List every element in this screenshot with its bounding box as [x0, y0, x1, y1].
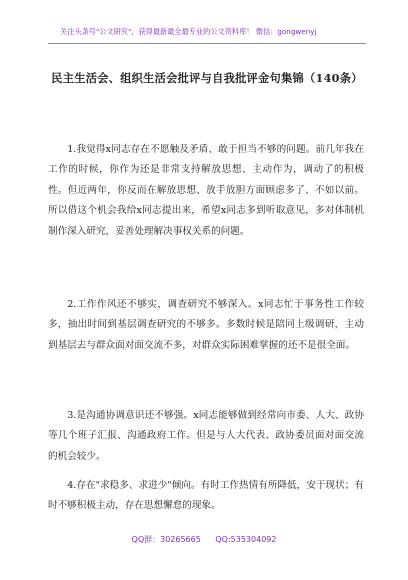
header-banner: 关注头条号"公文研究"，获得最新最全最专业的公文资料库！ 微信：gongwenyj — [60, 27, 317, 36]
page-footer — [0, 534, 408, 546]
paragraph-2: 2.工作作风还不够实，调查研究不够深入。x同志忙于事务性工作较多，抽出时间到基层调查研究的不够多。多数时候是陪同上级调研，主动到基层去与群众面对面交流不多，对群众实际困难掌握的还不是很全面。 — [48, 299, 364, 351]
footer-qq-group: QQ群：30265665 — [131, 535, 201, 544]
paragraph-3: 3.是沟通协调意识还不够强。x同志能够做到经常向市委、人大、政协等几个班子汇报、沟通政府工作。但是与人大代表、政协委员面对面交流的机会较少。 — [48, 410, 364, 462]
paragraph-4: 4.存在"求稳多、求进少"倾向。有时工作热情有所降低，安于现状；有时不够积极主动，存在思想懈怠的现象。 — [48, 480, 364, 512]
header-divider — [48, 43, 366, 44]
document-title: 民主生活会、组织生活会批评与自我批评金句集锦（140条） — [51, 71, 363, 85]
footer-qq: QQ:535304092 — [215, 535, 277, 544]
paragraph-1: 1.我觉得x同志存在不愿触及矛盾、敢于担当不够的问题。前几年我在工作的时候，你作为还是非常支持解放思想、主动作为，调动了的积极性。但近两年，你反而在解放思想、放手放胆方面顾虑多了、不如以前。所以借这个机会我给x同志提出来，希望x同志多到听取意见，多对体制机制作深入研究，妥善处理解决事权关系的问题。 — [48, 144, 364, 237]
